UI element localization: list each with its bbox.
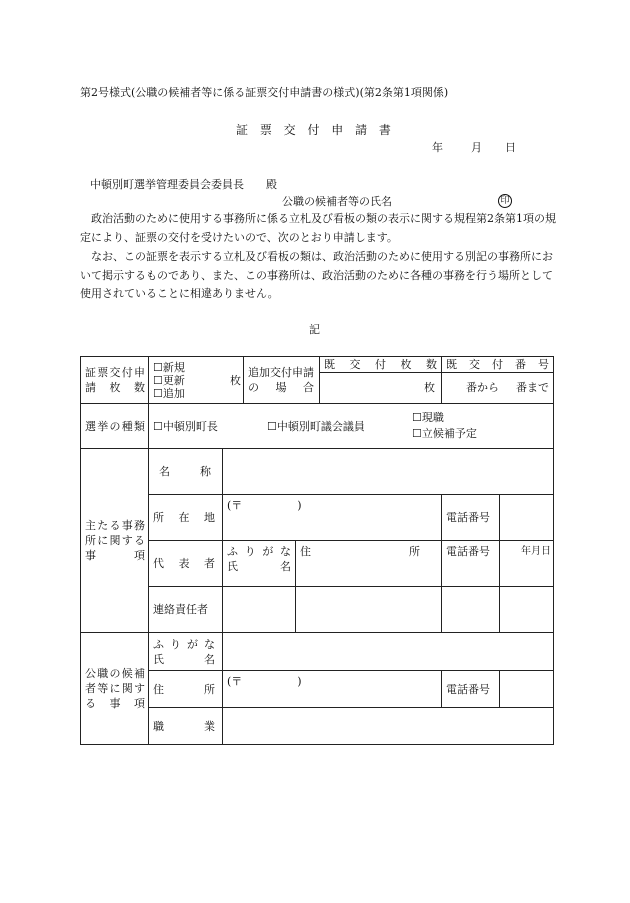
council-checkbox[interactable]: ☐中頓別町議会議員	[267, 420, 365, 433]
new-checkbox[interactable]: ☐新規	[153, 360, 185, 374]
representative-name-label: ふりがな 氏名	[223, 541, 296, 587]
representative-phone-label: 電話番号	[442, 541, 500, 587]
representative-birthdate-label: 年月日	[500, 541, 554, 587]
issue-count-label: 証票交付申請枚数	[81, 357, 149, 404]
candidate-name-label: ふりがな 氏名	[149, 633, 223, 671]
candidate-address-label: 住所	[149, 671, 223, 708]
add-checkbox[interactable]: ☐追加	[153, 386, 185, 400]
addressee: 中頓別町選挙管理委員会委員長 殿	[90, 178, 277, 191]
issued-count-cell: 既交付枚数 枚	[320, 357, 442, 404]
candidate-checkbox[interactable]: ☐立候補予定	[412, 427, 477, 440]
paragraph-1: 政治活動のために使用する事務所に係る立札及び看板の類の表示に関する規程第2条第1項の規定により、証票の交付を受けたいので、次のとおり申請します。	[80, 212, 556, 244]
candidate-name-field[interactable]	[223, 633, 554, 671]
candidate-occupation-field[interactable]	[223, 708, 554, 745]
representative-label: 代表者	[149, 541, 223, 587]
office-location-field[interactable]: (〒 )	[223, 495, 442, 541]
contact-label: 連絡責任者	[149, 587, 223, 633]
ki-mark: 記	[309, 323, 320, 336]
application-table	[80, 356, 554, 745]
contact-extra-field[interactable]	[500, 587, 554, 633]
date-year: 年	[432, 141, 443, 154]
office-phone-label: 電話番号	[442, 495, 500, 541]
form-header: 第2号様式(公職の候補者等に係る証票交付申請書の様式)(第2条第1項関係)	[80, 86, 449, 99]
candidate-occupation-label: 職業	[149, 708, 223, 745]
paragraph-2: なお、この証票を表示する立札及び看板の類は、政治活動のために使用する別記の事務所において掲示するものであり、また、この事務所は、政治活動のために各種の事務を行う場所として使用されていることに相違ありません。	[80, 250, 553, 300]
election-type-cell	[149, 404, 554, 449]
candidate-phone-label: 電話番号	[442, 671, 500, 708]
contact-name-field[interactable]	[223, 587, 296, 633]
issued-number-cell: 既交付番号 番から 番まで	[442, 357, 554, 404]
seal-icon: 印	[498, 193, 512, 208]
office-name-label: 名称	[149, 449, 223, 495]
incumbent-checkbox[interactable]: ☐現職	[412, 411, 444, 424]
mayor-checkbox[interactable]: ☐中頓別町長	[153, 420, 218, 433]
date-month: 月	[471, 141, 482, 154]
candidate-phone-field[interactable]	[500, 671, 554, 708]
contact-phone-field[interactable]	[442, 587, 500, 633]
applicant-label: 公職の候補者等の氏名	[282, 195, 392, 208]
representative-address-field[interactable]: 住所	[296, 541, 442, 587]
issue-type-cell	[149, 357, 244, 404]
contact-address-field[interactable]	[296, 587, 442, 633]
office-name-field[interactable]	[223, 449, 554, 495]
date-day: 日	[505, 141, 516, 154]
form-title: 証 票 交 付 申 請 書	[236, 123, 395, 137]
add-issue-label: 追加交付申請の場合	[244, 357, 320, 404]
office-section-label: 主たる事務所に関する事項	[81, 449, 149, 633]
office-phone-field[interactable]	[500, 495, 554, 541]
office-location-label: 所在地	[149, 495, 223, 541]
election-type-label: 選挙の種類	[81, 404, 149, 449]
candidate-section-label: 公職の候補者等に関する事項	[81, 633, 149, 745]
renew-checkbox[interactable]: ☐更新 枚	[153, 373, 241, 387]
candidate-address-field[interactable]: (〒 )	[223, 671, 442, 708]
